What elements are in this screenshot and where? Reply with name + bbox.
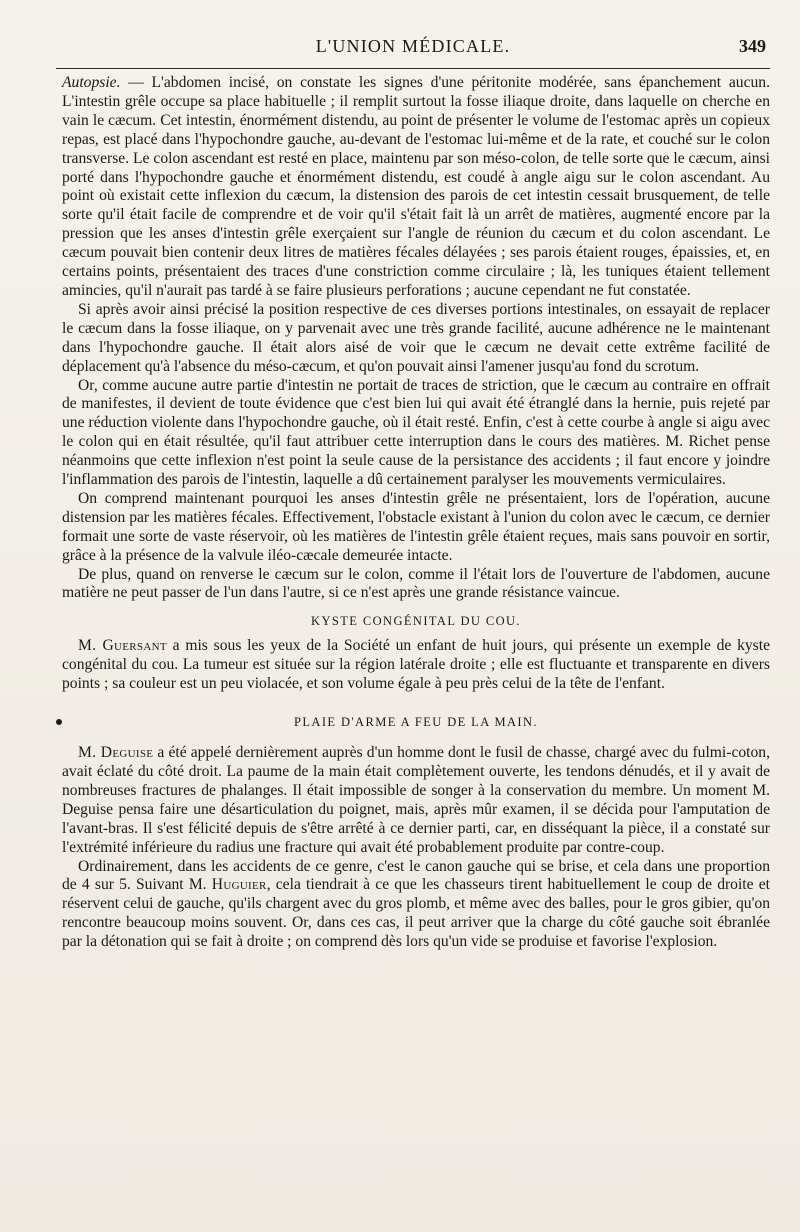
paragraph-text: a été appelé dernièrement auprès d'un homme dont le fusil de chasse, chargé avec du fulmi-coton, avait éclaté du côté droit. La paume de la main était complètement ouverte, les tendons dénudés, et il y avait de nombreuses fractures de phalanges. Il était impossible de songer à la conservation du membre. Un moment M. Deguise pensa faire une désarticulation du poignet, mais, après mûr examen, il se décida pour l'amputation de l'avant-bras. Il s'est félicité depuis de s'être arrêté à ce dernier parti, car, en disséquant la pièce, il a constaté sur l'extrémité inférieure du radius une fracture qui avait été probablement produite par contre-coup. [62,744,771,856]
article-body [62,74,770,952]
paragraph-autopsie [62,74,770,301]
running-title: L'UNION MÉDICALE. [315,36,511,56]
paragraph-plaie-2 [62,858,770,953]
header-rule [56,68,770,69]
paragraph: Or, comme aucune autre partie d'intestin ne portait de traces de striction, que le cæcum au contraire en offrait de manifestes, il devient de toute évidence que c'est bien lui qui avait été étranglé dans la hernie, puis rejeté par une réduction violente dans l'hypochondre gauche, où il était resté. Enfin, c'est à cette courbe à angle si aigu avec le colon qui en était résultée, qu'il faut attribuer cette interruption dans le cours des matières. M. Richet pense néanmoins que cette inflexion n'est point la seule cause de la persistance des accidents ; il faut encore y joindre l'inflammation des parois de l'intestin, laquelle a dû certainement paralyser les mouvements vermiculaires. [62,376,770,489]
paragraph-text: — L'abdomen incisé, on constate les signes d'une péritonite modérée, sans épanchement aucun. L'intestin grêle occupe sa place habituelle ; il remplit surtout la fosse iliaque droite, dans laquelle on cherche en vain le cæcum. Cet intestin, énormément distendu, au point de présenter le volume de l'estomac après un copieux repas, est placé dans l'hypochondre gauche, au-devant de l'estomac lui-même et de la rate, et couché sur le colon transverse. Le colon ascendant est resté en place, maintenu par son méso-colon, de telle sorte que le cæcum, ainsi porté dans l'hypochondre gauche et énormément distendu, est coudé à angle aigu sur le colon ascendant. Au point où existait cette inflexion du cæcum, la distension des parois de cet intestin cessait brusquement, de telle sorte qu'il était facile de comprendre et de voir qu'il s'était fait là un arrêt de matières, augmenté encore par la pression que les anses d'intestin grêle exerçaient sur l'angle de réunion du cæcum et du colon ascendant. Le cæcum pouvait bien contenir deux litres de matières fécales délayées ; ses parois étaient rouges, épaissies, et, en certains points, présentaient des traces d'une constriction comme circulaire ; là, les tuniques étaient tellement amincies, qu'il n'aurait pas tardé à se faire plusieurs perforations ; aucune cependant ne fut constatée. [62,74,770,299]
section-heading-kyste: KYSTE CONGÉNITAL DU COU. [311,614,521,629]
paragraph-text: a mis sous les yeux de la Société un enfant de huit jours, qui présente un exemple de kyste congénital du cou. La tumeur est située sur la région latérale droite ; elle est fluctuante et transparente en divers points ; sa couleur est un peu violacée, et son volume égale à peu près celui de la tête de l'enfant. [62,637,770,693]
section-heading-plaie: PLAIE D'ARME A FEU DE LA MAIN. [294,715,538,730]
page-header [60,32,766,62]
paragraph-plaie-1 [62,744,770,857]
author-name: Huguier [211,876,267,894]
paragraph-kyste [62,637,770,694]
paragraph: Si après avoir ainsi précisé la position respective de ces diverses portions intestinales, on essayait de replacer le cæcum dans la fosse iliaque, on y parvenait avec une très grande facilité, aucune adhérence ne le maintenant dans l'hypochondre gauche. Il était alors aisé de voir que le cæcum ne devait cette extrême facilité de déplacement qu'à l'absence du méso-cæcum, et qu'on pouvait ainsi l'amener jusqu'au fond du scrotum. [62,300,770,375]
paragraph-text: , cela tiendrait à ce que les chasseurs tirent habituellement le coup de droite et réservent celui de gauche, qu'ils chargent avec du gros plomb, et même avec des balles, pour le gros gibier, qu'on rencontre beaucoup moins souvent. Or, dans ces cas, il peut arriver que la charge du côté gauche soit ébranlée par la détonation qui se fait à droite ; on comprend dès lors qu'un vide se produise et favorise l'explosion. [62,876,770,951]
author-name: M. Deguise [78,744,154,762]
paragraph: On comprend maintenant pourquoi les anses d'intestin grêle ne présentaient, lors de l'opération, aucune distension par les matières fécales. Effectivement, l'obstacle existant à l'union du colon avec le cæcum, ce dernier formait une sorte de vaste réservoir, où les matières de l'intestin grêle étaient reçues, mais sans pouvoir en sortir, grâce à la présence de la valvule iléo-cæcale demeurée intacte. [62,489,770,564]
page-number: 349 [739,36,766,56]
paragraph-lead: Autopsie. [62,74,121,91]
author-name: M. Guersant [78,637,167,655]
paragraph: De plus, quand on renverse le cæcum sur le colon, comme il l'était lors de l'ouverture de l'abdomen, aucune matière ne peut passer de l'un dans l'autre, si ce n'est après une grande résistance vaincue. [62,565,770,602]
paragraph-text: Ordinairement, dans les accidents de ce genre, c'est le canon gauche qui se brise, et cela dans une proportion de 4 sur 5. Suivant M. [62,857,770,894]
